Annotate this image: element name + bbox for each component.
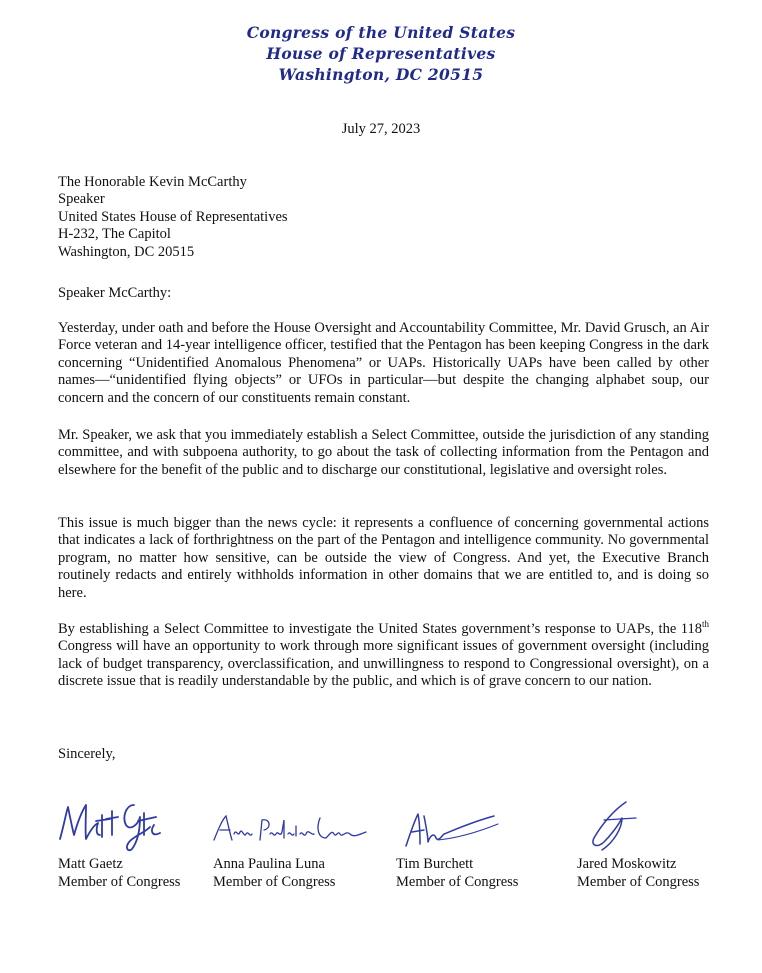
signature-jared-moskowitz	[578, 798, 648, 854]
signer-name: Jared Moskowitz	[577, 856, 677, 872]
signer-block-2	[213, 855, 335, 891]
paragraph-118th-end: Congress will have an opportunity to work through more significant issues of government oversight (including lack of budget transparency, overclassification, and unwillingness to respond to Congressional oversight), on a discrete issue that is readily understandable by the public, and which is of grave concern to our nation.	[58, 638, 709, 690]
recipient-office: H-232, The Capitol	[58, 226, 171, 243]
signer-name: Tim Burchett	[396, 856, 474, 872]
ordinal-superscript: th	[701, 619, 709, 630]
signer-title: Member of Congress	[577, 874, 700, 890]
letterhead-line-congress: Congress of the United States	[246, 23, 516, 42]
recipient-name: The Honorable Kevin McCarthy	[58, 174, 247, 190]
paragraph-118th-start: By establishing a Select Committee to investigate the United States government’s response to UAPs, the 118	[58, 621, 702, 637]
closing: Sincerely,	[58, 746, 116, 762]
paragraph-select-committee-request: Mr. Speaker, we ask that you immediately establish a Select Committee, outside the jurisdiction of any standing committee, and with subpoena authority, to go about the task of collecting information from the Pentagon and elsewhere for the benefit of the public and to discharge our constitutional, legislative and oversight roles.	[58, 427, 709, 478]
letterhead-line-address: Washington, DC 20515	[278, 65, 484, 84]
signature-matt-gaetz	[56, 795, 166, 853]
recipient-city: Washington, DC 20515	[58, 243, 195, 260]
signer-title: Member of Congress	[213, 874, 336, 890]
signer-title: Member of Congress	[396, 874, 519, 890]
paragraph-118th-congress	[58, 621, 709, 691]
signer-name: Matt Gaetz	[58, 856, 123, 872]
letterhead-line-house: House of Representatives	[266, 44, 496, 63]
recipient-address-block	[58, 174, 709, 261]
letterhead	[0, 22, 762, 85]
letter-date: July 27, 2023	[341, 121, 421, 137]
recipient-title: Speaker	[58, 191, 105, 208]
signer-title: Member of Congress	[58, 874, 181, 890]
signer-block-3	[396, 855, 518, 891]
recipient-org: United States House of Representatives	[58, 208, 288, 225]
signer-block-4	[577, 855, 699, 891]
signature-tim-burchett	[398, 808, 508, 852]
signature-anna-paulina-luna	[210, 812, 370, 848]
signer-block-1	[58, 855, 180, 891]
paragraph-news-cycle: This issue is much bigger than the news cycle: it represents a confluence of concerning governmental actions that indicates a lack of forthrightness on the part of the Pentagon and intelligence community. No governmental program, no matter how sensitive, can be outside the view of Congress. And yet, the Executive Branch routinely redacts and entirely withholds information in other domains that we are entitled to, and is doing so here.	[58, 515, 709, 601]
paragraph-grusch-testimony: Yesterday, under oath and before the House Oversight and Accountability Committee, Mr. David Grusch, an Air Force veteran and 14-year intelligence officer, testified that the Pentagon has been keeping Congress in the dark concerning “Unidentified Anomalous Phenomena” or UAPs. Historically UAPs have been called by other names—“unidentified flying objects” or UFOs in particular—but despite the changing alphabet soup, our concern and the concern of our constituents remain constant.	[58, 320, 709, 406]
signer-name: Anna Paulina Luna	[213, 856, 325, 872]
salutation: Speaker McCarthy:	[58, 285, 172, 301]
